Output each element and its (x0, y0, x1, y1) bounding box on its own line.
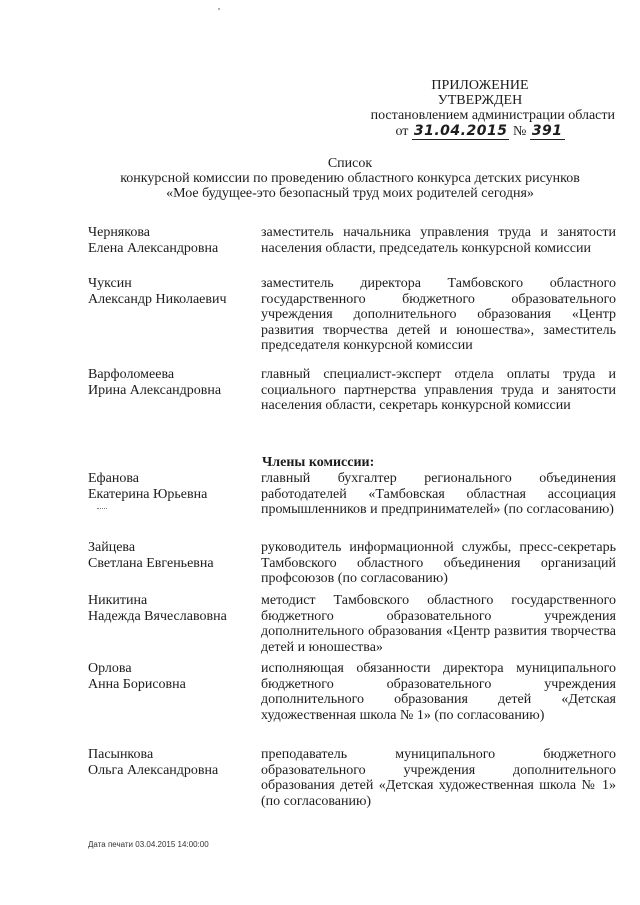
person-role: главный бухгалтер регионального объединения работодателей «Тамбовская областная ассоциация промышленников и предпринимателей» (по согласованию) (261, 471, 616, 518)
person-given-names: Надежда Вячеславовна (88, 608, 227, 624)
appendix-block (345, 78, 615, 139)
document-title (80, 156, 620, 201)
person-surname: Зайцева (88, 540, 136, 555)
person-name (88, 747, 258, 778)
person-surname: Пасынкова (88, 747, 154, 762)
person-name (88, 471, 258, 502)
person-given-names: Елена Александровна (88, 240, 219, 256)
person-name (88, 276, 258, 307)
decree-text: постановлением администрации области (370, 108, 615, 123)
person-surname: Чуксин (88, 276, 132, 291)
person-surname: Чернякова (88, 225, 150, 240)
decree-number: 391 (531, 123, 563, 139)
scan-mark (97, 508, 107, 511)
person-role: преподаватель муниципального бюджетного образовательного учреждения дополнительного образования детей «Детская художественная школа № 1» (по согласованию) (261, 747, 616, 809)
person-name (88, 540, 258, 571)
person-role: руководитель информационной службы, пресс-секретарь Тамбовского областного объединения организаций профсоюзов (по согласованию) (261, 540, 616, 587)
person-role: главный специалист-эксперт отдела оплаты труда и социального партнерства управления труда и занятости населения области, секретарь конкурсной комиссии (261, 367, 616, 414)
date-prefix: от (395, 124, 409, 139)
decree-date: 31.04.2015 (413, 123, 508, 139)
person-name (88, 225, 258, 256)
person-role: заместитель начальника управления труда и занятости населения области, председатель конкурсной комиссии (261, 225, 616, 256)
title-line-1: Список (327, 156, 373, 171)
person-surname: Варфоломеева (88, 367, 175, 382)
person-name (88, 661, 258, 692)
person-given-names: Ирина Александровна (88, 382, 222, 398)
person-surname: Никитина (88, 593, 148, 608)
number-prefix: № (512, 124, 527, 139)
person-given-names: Александр Николаевич (88, 291, 227, 307)
person-role: заместитель директора Тамбовского областного государственного бюджетного образовательного учреждения дополнительного образования «Центр развития творчества детей и юношества», заместитель председателя конкурсной комиссии (261, 276, 616, 354)
person-surname: Орлова (88, 661, 132, 676)
title-line-3: «Мое будущее-это безопасный труд моих родителей сегодня» (166, 186, 534, 201)
title-line-2: конкурсной комиссии по проведению областного конкурса детских рисунков (120, 171, 580, 186)
person-role: исполняющая обязанности директора муниципального бюджетного образовательного учреждения дополнительного образования детей «Детская художественная школа № 1» (по согласованию) (261, 661, 616, 723)
person-surname: Ефанова (88, 471, 139, 486)
person-given-names: Ольга Александровна (88, 762, 219, 778)
appendix-heading: ПРИЛОЖЕНИЕ (431, 78, 529, 93)
decree-date-line (345, 124, 615, 139)
members-heading: Члены комиссии: (262, 455, 375, 470)
scan-speck (218, 8, 220, 10)
person-given-names: Анна Борисовна (88, 676, 186, 692)
person-given-names: Светлана Евгеньевна (88, 555, 214, 571)
approved-label: УТВЕРЖДЕН (437, 93, 523, 108)
print-date-footer: Дата печати 03.04.2015 14:00:00 (88, 840, 209, 849)
person-name (88, 367, 258, 398)
person-role: методист Тамбовского областного государственного бюджетного образовательного учреждения дополнительного образования «Центр развития творчества детей и юношества» (261, 593, 616, 655)
person-name (88, 593, 258, 624)
person-given-names: Екатерина Юрьевна (88, 486, 208, 502)
